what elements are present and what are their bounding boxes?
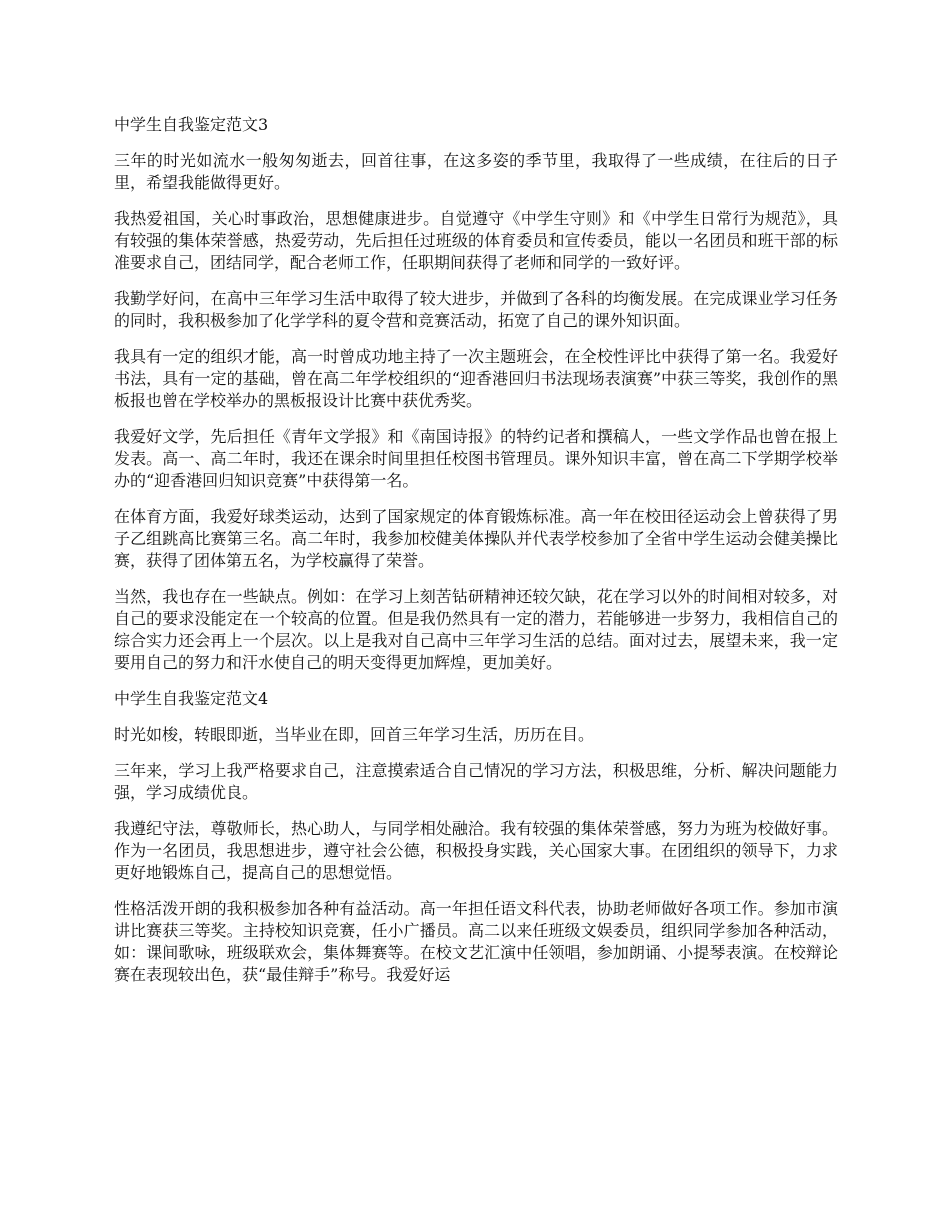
- paragraph: 三年来，学习上我严格要求自己，注意摸索适合自己情况的学习方法，积极思维，分析、解决问题能力强，学习成绩优良。: [114, 761, 838, 802]
- paragraph: 我具有一定的组织才能，高一时曾成功地主持了一次主题班会，在全校性评比中获得了第一名。我爱好书法，具有一定的基础，曾在高二年学校组织的“迎香港回归书法现场表演赛”中获三等奖，我创作的黑板报也曾在学校举办的黑板报设计比赛中获优秀奖。: [114, 347, 838, 410]
- paragraph: 时光如梭，转眼即逝，当毕业在即，回首三年学习生活，历历在目。: [114, 725, 595, 744]
- paragraph: 性格活泼开朗的我积极参加各种有益活动。高一年担任语文科代表，协助老师做好各项工作。参加市演讲比赛获三等奖。主持校知识竞赛，任小广播员。高二以来任班级文娱委员，组织同学参加各种活动，如：课间歌咏，班级联欢会，集体舞赛等。在校文艺汇演中任领唱，参加朗诵、小提琴表演。在校辩论赛在表现较出色，获“最佳辩手”称号。我爱好运: [114, 899, 838, 984]
- paragraph: 当然，我也存在一些缺点。例如：在学习上刻苦钻研精神还较欠缺，花在学习以外的时间相对较多，对自己的要求没能定在一个较高的位置。但是我仍然具有一定的潜力，若能够进一步努力，我相信自己的综合实力还会再上一个层次。以上是我对自己高中三年学习生活的总结。面对过去，展望未来，我一定要用自己的努力和汗水使自己的明天变得更加辉煌，更加美好。: [114, 587, 838, 672]
- section-title-4: 中学生自我鉴定范文4: [114, 689, 269, 708]
- paragraph: 我勤学好问，在高中三年学习生活中取得了较大进步，并做到了各科的均衡发展。在完成课业学习任务的同时，我积极参加了化学学科的夏令营和竞赛活动，拓宽了自己的课外知识面。: [114, 289, 838, 330]
- paragraph: 在体育方面，我爱好球类运动，达到了国家规定的体育锻炼标准。高一年在校田径运动会上曾获得了男子乙组跳高比赛第三名。高二年时，我参加校健美体操队并代表学校参加了全省中学生运动会健美操比赛，获得了团体第五名，为学校赢得了荣誉。: [114, 507, 838, 570]
- section-title-3: 中学生自我鉴定范文3: [114, 115, 269, 134]
- document-page: [114, 114, 838, 1000]
- paragraph: 我爱好文学，先后担任《青年文学报》和《南国诗报》的特约记者和撰稿人，一些文学作品也曾在报上发表。高一、高二年时，我还在课余时间里担任校图书管理员。课外知识丰富，曾在高二下学期学校举办的“迎香港回归知识竞赛”中获得第一名。: [114, 427, 838, 490]
- paragraph: 我热爱祖国，关心时事政治，思想健康进步。自觉遵守《中学生守则》和《中学生日常行为规范》，具有较强的集体荣誉感，热爱劳动，先后担任过班级的体育委员和宣传委员，能以一名团员和班干部的标准要求自己，团结同学，配合老师工作，任职期间获得了老师和同学的一致好评。: [114, 209, 838, 272]
- paragraph: 三年的时光如流水一般匆匆逝去，回首往事，在这多姿的季节里，我取得了一些成绩，在往后的日子里，希望我能做得更好。: [114, 151, 838, 192]
- paragraph: 我遵纪守法，尊敬师长，热心助人，与同学相处融洽。我有较强的集体荣誉感，努力为班为校做好事。作为一名团员，我思想进步，遵守社会公德，积极投身实践，关心国家大事。在团组织的领导下，力求更好地锻炼自己，提高自己的思想觉悟。: [114, 819, 838, 882]
